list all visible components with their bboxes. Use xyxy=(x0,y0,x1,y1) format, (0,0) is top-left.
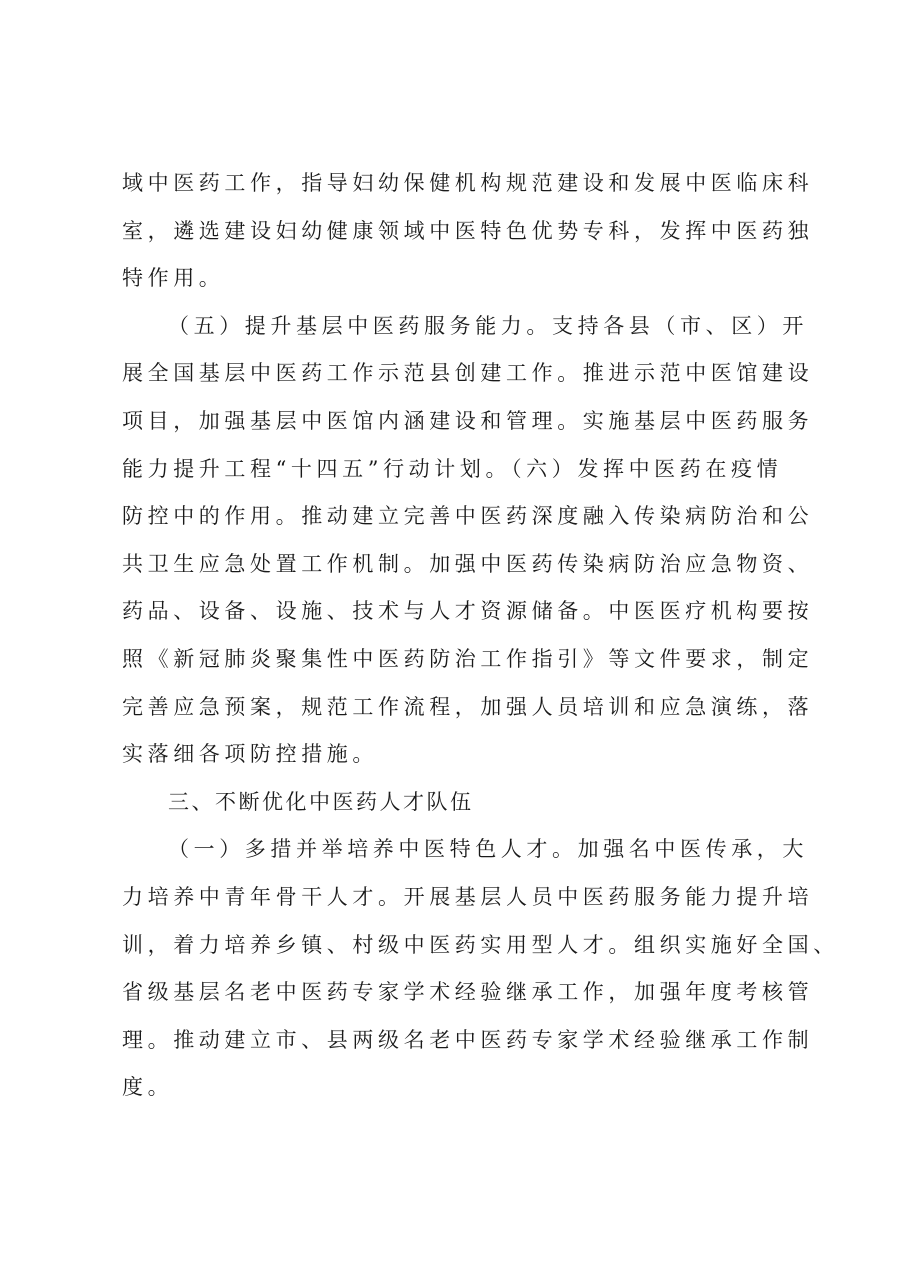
text-line: 项目，加强基层中医馆内涵建设和管理。实施基层中医药服务 xyxy=(122,408,814,433)
text-line: 域中医药工作，指导妇幼保健机构规范建设和发展中医临床科 xyxy=(122,171,814,195)
text-line: 展全国基层中医药工作示范县创建工作。推进示范中医馆建设 xyxy=(122,361,814,386)
document-body xyxy=(122,160,839,1112)
text-line: 理。推动建立市、县两级名老中医药专家学术经验继承工作制 xyxy=(122,1027,814,1052)
text-line: 力培养中青年骨干人才。开展基层人员中医药服务能力提升培 xyxy=(122,884,814,909)
text-line: 度。 xyxy=(122,1075,174,1100)
text-line: 特作用。 xyxy=(122,266,225,291)
paragraph-start-line: （一）多措并举培养中医特色人才。加强名中医传承，大 xyxy=(168,837,808,862)
paragraph-start-line: （五）提升基层中医药服务能力。支持各县（市、区）开 xyxy=(168,313,808,338)
text-line: 室，遴选建设妇幼健康领域中医特色优势专科，发挥中医药独 xyxy=(122,218,814,243)
text-line: 省级基层名老中医药专家学术经验继承工作，加强年度考核管 xyxy=(122,980,814,1005)
text-line: 照《新冠肺炎聚集性中医药防治工作指引》等文件要求，制定 xyxy=(122,646,814,671)
text-line: 药品、设备、设施、技术与人才资源储备。中医医疗机构要按 xyxy=(122,599,814,624)
text-line: 共卫生应急处置工作机制。加强中医药传染病防治应急物资、 xyxy=(122,551,814,576)
text-line: 训，着力培养乡镇、村级中医药实用型人才。组织实施好全国、 xyxy=(122,932,839,957)
text-line: 能力提升工程“十四五”行动计划。（六）发挥中医药在疫情 xyxy=(122,456,783,481)
text-line: 实落细各项防控措施。 xyxy=(122,742,378,767)
section-heading: 三、不断优化中医药人才队伍 xyxy=(168,789,474,814)
text-line: 完善应急预案，规范工作流程，加强人员培训和应急演练，落 xyxy=(122,694,814,719)
text-line: 防控中的作用。推动建立完善中医药深度融入传染病防治和公 xyxy=(122,504,814,529)
